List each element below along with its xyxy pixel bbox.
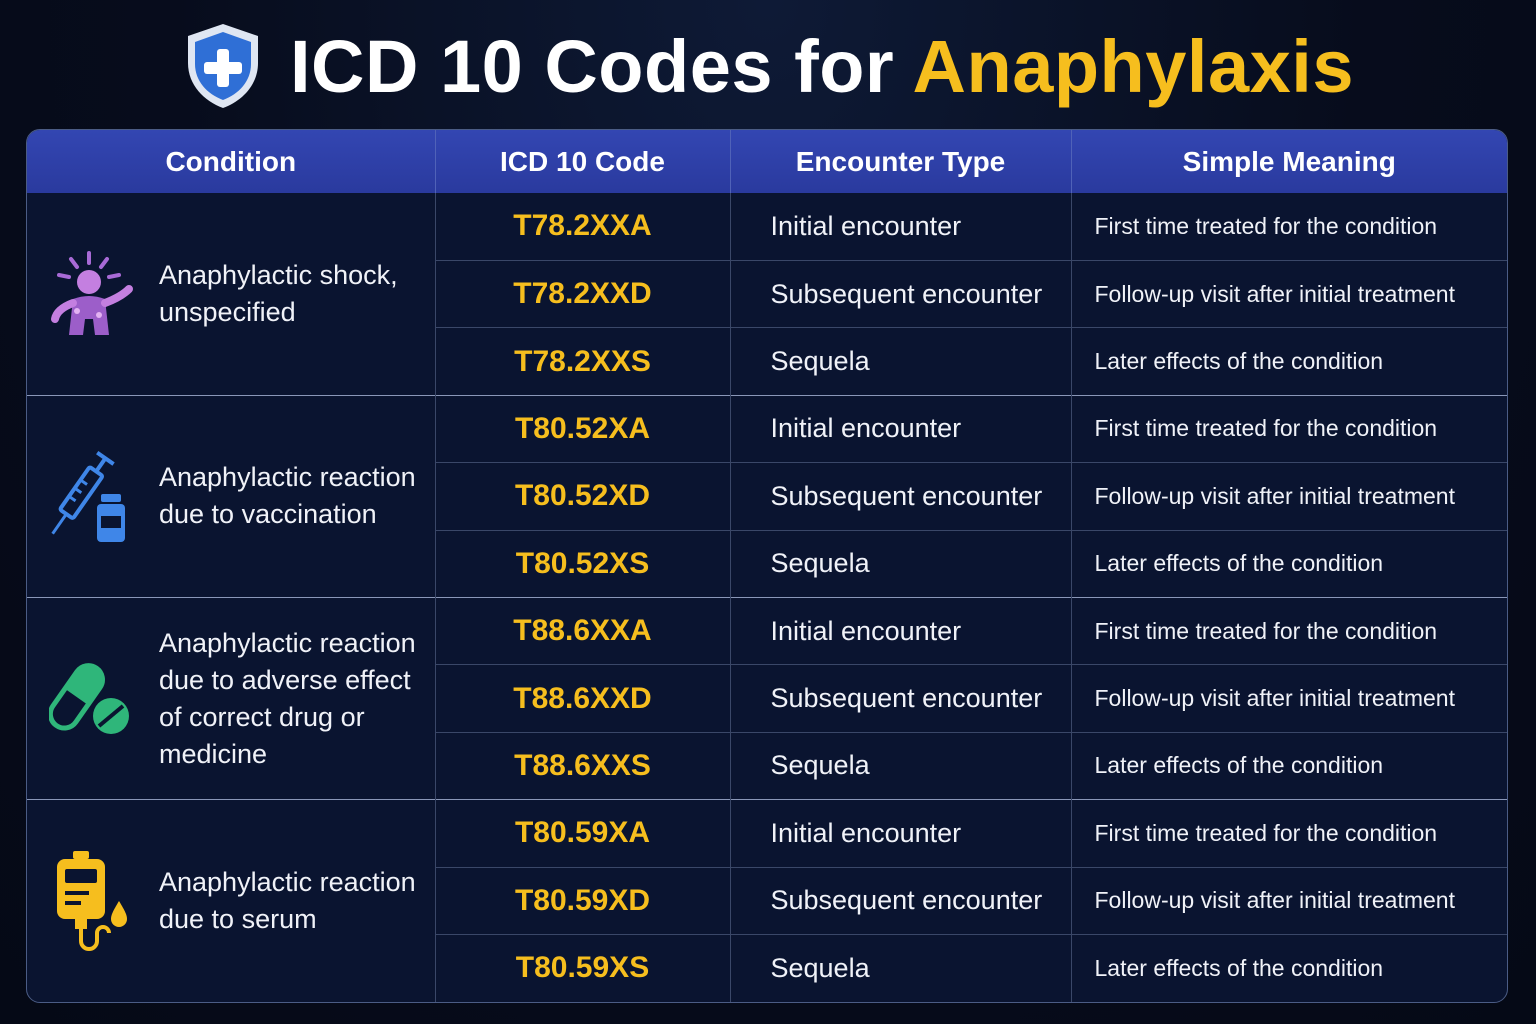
meaning-cell: Follow-up visit after initial treatment [1071, 463, 1507, 530]
meaning-cell: First time treated for the condition [1071, 395, 1507, 462]
condition-line: due to serum [159, 904, 317, 935]
condition-line: Anaphylactic reaction [159, 462, 416, 493]
condition-cell [27, 800, 435, 1002]
condition-line: Anaphylactic reaction [159, 867, 416, 898]
encounter-cell: Subsequent encounter [730, 665, 1071, 732]
title-highlight: Anaphylaxis [912, 24, 1354, 108]
meaning-cell: First time treated for the condition [1071, 800, 1507, 867]
person-reaction-icon [49, 249, 133, 339]
meaning-cell: First time treated for the condition [1071, 597, 1507, 664]
meaning-cell: First time treated for the condition [1071, 193, 1507, 260]
table-row [27, 800, 1507, 867]
condition-line: medicine [159, 738, 268, 769]
code-cell: T80.52XS [435, 530, 730, 597]
condition-cell [27, 597, 435, 799]
title-main: ICD 10 Codes for [289, 24, 895, 108]
code-cell: T88.6XXA [435, 597, 730, 664]
meaning-cell: Follow-up visit after initial treatment [1071, 867, 1507, 934]
meaning-cell: Later effects of the condition [1071, 530, 1507, 597]
table-row [27, 193, 1507, 260]
column-header-code: ICD 10 Code [435, 130, 730, 193]
encounter-cell: Sequela [730, 530, 1071, 597]
code-cell: T80.59XD [435, 867, 730, 934]
condition-line: of correct drug or [159, 701, 365, 732]
iv-bag-icon [49, 849, 133, 953]
meaning-cell: Later effects of the condition [1071, 934, 1507, 1002]
meaning-cell: Follow-up visit after initial treatment [1071, 665, 1507, 732]
encounter-cell: Initial encounter [730, 800, 1071, 867]
meaning-cell: Later effects of the condition [1071, 328, 1507, 395]
column-header-condition: Condition [27, 130, 435, 193]
shield-plus-icon [182, 21, 264, 111]
encounter-cell: Sequela [730, 934, 1071, 1002]
encounter-cell: Initial encounter [730, 597, 1071, 664]
table-row [27, 597, 1507, 664]
encounter-cell: Initial encounter [730, 395, 1071, 462]
code-cell: T78.2XXA [435, 193, 730, 260]
pills-icon [49, 654, 133, 744]
code-cell: T88.6XXS [435, 732, 730, 799]
encounter-cell: Sequela [730, 732, 1071, 799]
code-cell: T80.52XD [435, 463, 730, 530]
condition-line: due to adverse effect [159, 664, 411, 695]
column-header-encounter: Encounter Type [730, 130, 1071, 193]
page-header [0, 18, 1536, 114]
column-header-meaning: Simple Meaning [1071, 130, 1507, 193]
encounter-cell: Subsequent encounter [730, 463, 1071, 530]
condition-line: unspecified [159, 296, 296, 327]
condition-line: Anaphylactic shock, [159, 259, 398, 290]
code-cell: T80.59XA [435, 800, 730, 867]
encounter-cell: Sequela [730, 328, 1071, 395]
meaning-cell: Later effects of the condition [1071, 732, 1507, 799]
encounter-cell: Initial encounter [730, 193, 1071, 260]
condition-cell [27, 395, 435, 597]
condition-line: due to vaccination [159, 499, 377, 530]
condition-line: Anaphylactic reaction [159, 627, 416, 658]
encounter-cell: Subsequent encounter [730, 867, 1071, 934]
condition-cell [27, 193, 435, 395]
table-header [27, 130, 1507, 193]
syringe-vial-icon [49, 446, 133, 546]
encounter-cell: Subsequent encounter [730, 260, 1071, 327]
table-row [27, 395, 1507, 462]
codes-table [26, 129, 1508, 1003]
meaning-cell: Follow-up visit after initial treatment [1071, 260, 1507, 327]
page-title [290, 24, 1354, 109]
code-cell: T80.59XS [435, 934, 730, 1002]
code-cell: T78.2XXD [435, 260, 730, 327]
code-cell: T78.2XXS [435, 328, 730, 395]
code-cell: T80.52XA [435, 395, 730, 462]
code-cell: T88.6XXD [435, 665, 730, 732]
